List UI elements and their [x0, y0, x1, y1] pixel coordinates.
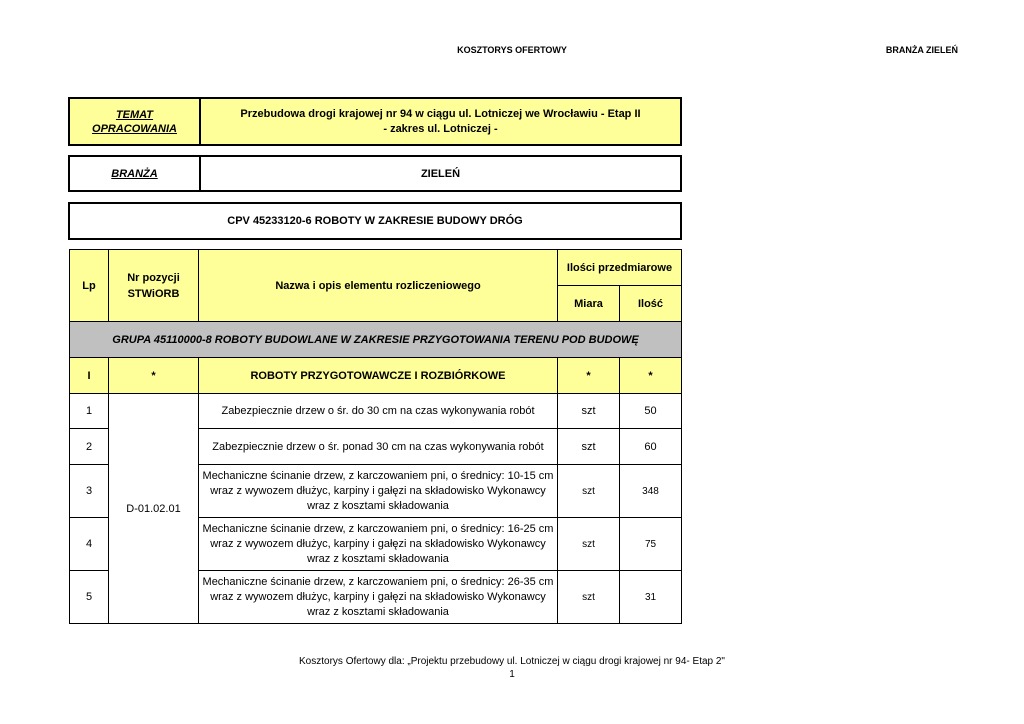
header-name: Nazwa i opis elementu rozliczeniowego — [199, 250, 558, 322]
branch-label: BRANŻA — [70, 157, 201, 190]
row-name-line3: wraz z kosztami składowania — [307, 552, 449, 565]
section-lp: I — [70, 358, 109, 394]
topic-value-line1: Przebudowa drogi krajowej nr 94 w ciągu ul. Lotniczej we Wrocławiu - Etap II — [240, 107, 641, 120]
topic-value — [201, 99, 680, 144]
row-qty: 75 — [620, 518, 682, 571]
header-lp: Lp — [70, 250, 109, 322]
row-unit: szt — [558, 518, 620, 571]
header-qty: Ilość — [620, 286, 682, 322]
row-name-line2: wraz z wywozem dłużyc, karpiny i gałęzi na składowisko Wykonawcy — [210, 590, 546, 603]
section-unit: * — [558, 358, 620, 394]
header-qty-group: Ilości przedmiarowe — [558, 250, 682, 286]
row-unit: szt — [558, 465, 620, 518]
section-qty: * — [620, 358, 682, 394]
topic-value-line2: - zakres ul. Lotniczej - — [383, 122, 498, 135]
header-unit: Miara — [558, 286, 620, 322]
row-name-line2: wraz z wywozem dłużyc, karpiny i gałęzi na składowisko Wykonawcy — [210, 537, 546, 550]
row-name — [199, 571, 558, 624]
header-nr-line1: Nr pozycji — [127, 271, 180, 284]
section-row — [70, 358, 682, 394]
row-name-line1: Mechaniczne ścinanie drzew, z karczowaniem pni, o średnicy: 10-15 cm — [202, 469, 554, 482]
row-unit: szt — [558, 571, 620, 624]
row-name-line1: Mechaniczne ścinanie drzew, z karczowaniem pni, o średnicy: 16-25 cm — [202, 522, 554, 535]
branch-header: BRANŻA ZIELEŃ — [885, 45, 958, 55]
row-qty: 31 — [620, 571, 682, 624]
row-name: Zabezpiecznie drzew o śr. do 30 cm na czas wykonywania robót — [199, 394, 558, 429]
row-lp: 3 — [70, 465, 109, 518]
topic-label-line2: OPRACOWANIA — [92, 122, 177, 135]
header-nr — [109, 250, 199, 322]
section-nr: * — [109, 358, 199, 394]
topic-label-line1: TEMAT — [115, 108, 154, 121]
branch-box — [68, 155, 682, 192]
table-row — [70, 394, 682, 429]
topic-label — [70, 99, 201, 144]
row-name-line1: Mechaniczne ścinanie drzew, z karczowaniem pni, o średnicy: 26-35 cm — [202, 575, 554, 588]
table-header-row — [70, 250, 682, 286]
branch-value: ZIELEŃ — [420, 167, 461, 180]
row-qty: 50 — [620, 394, 682, 429]
row-qty: 60 — [620, 429, 682, 465]
topic-box — [68, 97, 682, 146]
cost-table — [69, 249, 682, 624]
row-name — [199, 518, 558, 571]
document-title: KOSZTORYS OFERTOWY — [457, 45, 567, 55]
row-name-line2: wraz z wywozem dłużyc, karpiny i gałęzi na składowisko Wykonawcy — [210, 484, 546, 497]
row-unit: szt — [558, 429, 620, 465]
row-lp: 5 — [70, 571, 109, 624]
header-nr-line2: STWiORB — [127, 287, 180, 300]
group-row — [70, 322, 682, 358]
footer-text: Kosztorys Ofertowy dla: „Projektu przebudowy ul. Lotniczej w ciągu drogi krajowej nr 94- Etap 2" — [299, 656, 725, 667]
row-lp: 2 — [70, 429, 109, 465]
row-name-line3: wraz z kosztami składowania — [307, 499, 449, 512]
spec-code: D-01.02.01 — [109, 394, 199, 624]
row-unit: szt — [558, 394, 620, 429]
cpv-box: CPV 45233120-6 ROBOTY W ZAKRESIE BUDOWY DRÓG — [68, 202, 682, 240]
group-title: GRUPA 45110000-8 ROBOTY BUDOWLANE W ZAKRESIE PRZYGOTOWANIA TERENU POD BUDOWĘ — [70, 322, 682, 358]
row-lp: 4 — [70, 518, 109, 571]
row-name — [199, 465, 558, 518]
row-qty: 348 — [620, 465, 682, 518]
row-name-line3: wraz z kosztami składowania — [307, 605, 449, 618]
row-name: Zabezpiecznie drzew o śr. ponad 30 cm na czas wykonywania robót — [199, 429, 558, 465]
page-number: 1 — [509, 669, 515, 680]
section-name: ROBOTY PRZYGOTOWAWCZE I ROZBIÓRKOWE — [199, 358, 558, 394]
row-lp: 1 — [70, 394, 109, 429]
